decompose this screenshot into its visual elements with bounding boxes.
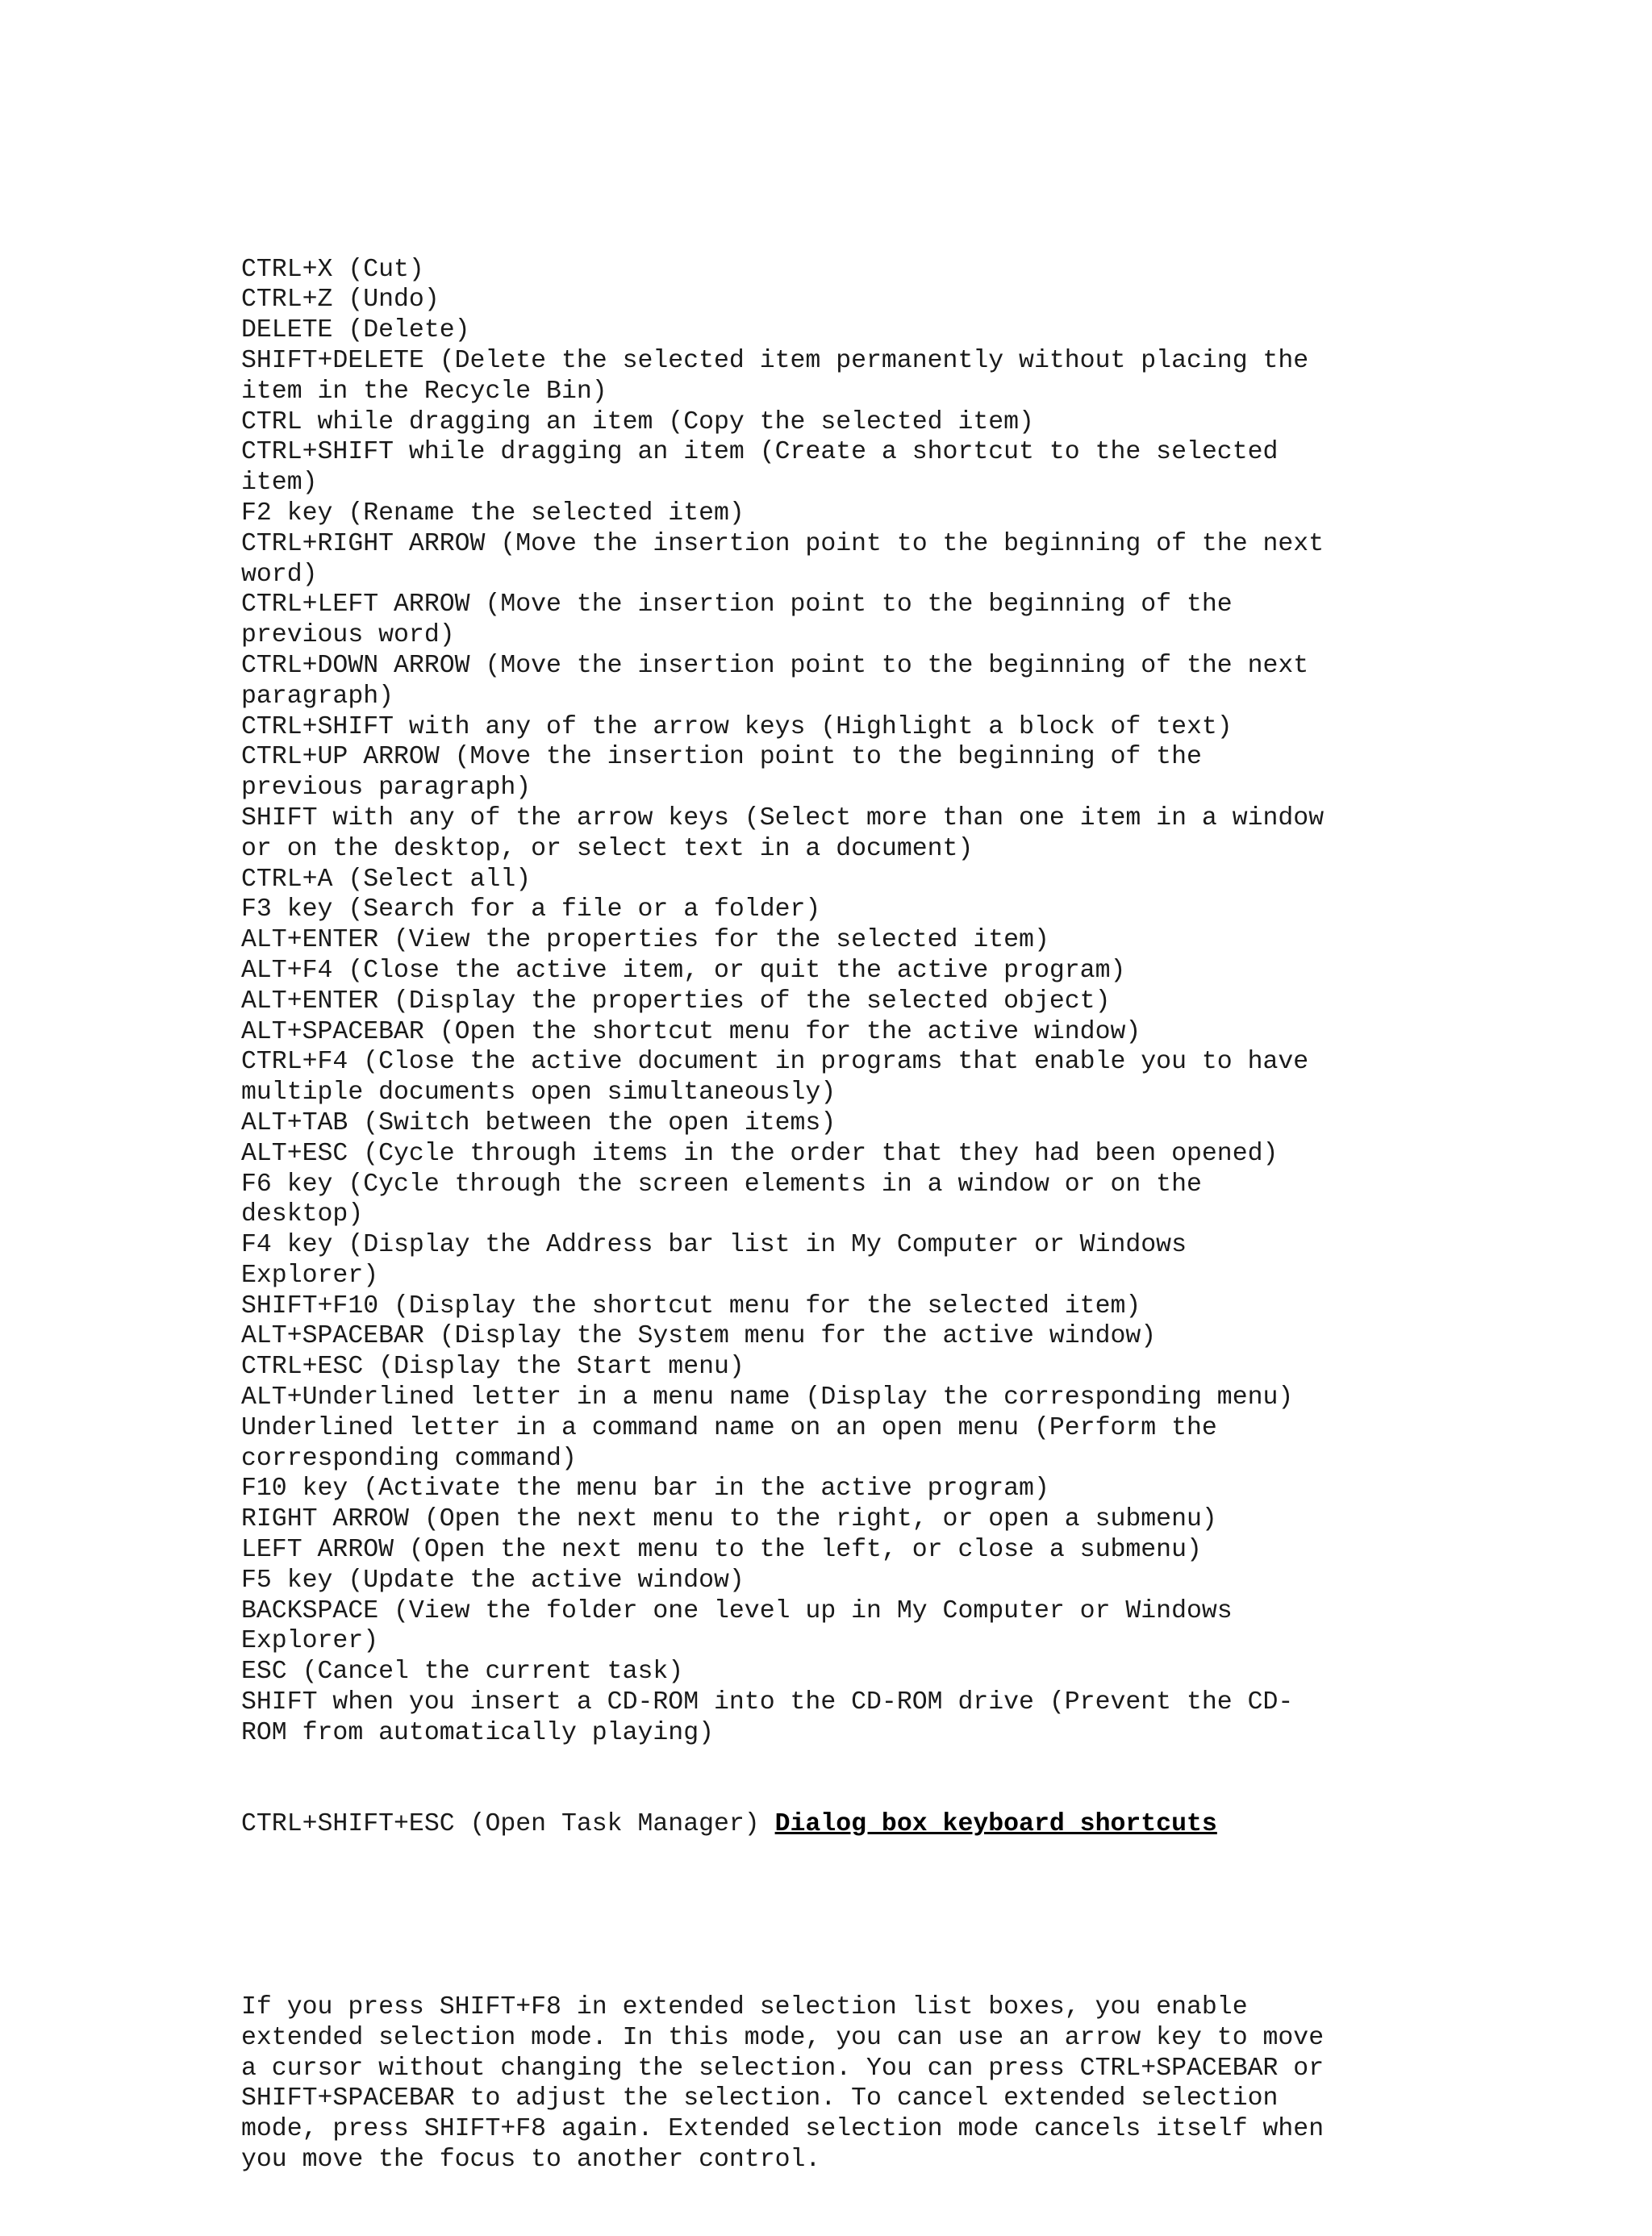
shortcut-line: SHIFT+DELETE (Delete the selected item permanently without placing the: [241, 346, 1309, 375]
shortcut-line: F2 key (Rename the selected item): [241, 499, 745, 528]
paragraph-line: mode, press SHIFT+F8 again. Extended selection mode cancels itself when: [241, 2115, 1325, 2144]
shortcut-line: corresponding command): [241, 1444, 577, 1473]
shortcut-line: Underlined letter in a command name on an open menu (Perform the: [241, 1413, 1217, 1442]
shortcut-line: F10 key (Activate the menu bar in the active program): [241, 1475, 1049, 1504]
shortcut-line: RIGHT ARROW (Open the next menu to the right, or open a submenu): [241, 1505, 1217, 1534]
shortcut-line: CTRL+X (Cut): [241, 255, 424, 284]
shortcut-line: previous word): [241, 621, 455, 650]
shortcut-line: ALT+Underlined letter in a menu name (Display the corresponding menu): [241, 1383, 1294, 1412]
shortcut-list: [241, 255, 1419, 1749]
shortcut-line: CTRL+Z (Undo): [241, 286, 440, 315]
shortcut-line: CTRL+SHIFT while dragging an item (Create a shortcut to the selected: [241, 438, 1279, 467]
shortcut-line: ESC (Cancel the current task): [241, 1658, 684, 1687]
shortcut-line: F3 key (Search for a file or a folder): [241, 895, 821, 924]
shortcut-line: paragraph): [241, 682, 394, 711]
shortcut-line: ROM from automatically playing): [241, 1718, 714, 1747]
paragraph-line: SHIFT+SPACEBAR to adjust the selection. To cancel extended selection: [241, 2084, 1279, 2113]
shortcut-line: desktop): [241, 1200, 364, 1229]
shortcut-line: ALT+SPACEBAR (Display the System menu for the active window): [241, 1322, 1157, 1351]
shortcut-line: Explorer): [241, 1261, 379, 1290]
shortcut-line: DELETE (Delete): [241, 316, 470, 345]
shortcut-line: CTRL while dragging an item (Copy the selected item): [241, 407, 1034, 436]
shortcut-line: CTRL+DOWN ARROW (Move the insertion point to the beginning of the next: [241, 651, 1309, 680]
shortcut-line: ALT+SPACEBAR (Open the shortcut menu for the active window): [241, 1017, 1141, 1046]
paragraph-spacer: [241, 1901, 1419, 1932]
shortcut-line: ALT+F4 (Close the active item, or quit the active program): [241, 956, 1126, 985]
shortcut-line: CTRL+LEFT ARROW (Move the insertion point to the beginning of the: [241, 590, 1233, 619]
shortcut-line: item in the Recycle Bin): [241, 377, 607, 406]
shortcut-line: Explorer): [241, 1627, 379, 1656]
paragraph-line: extended selection mode. In this mode, you can use an arrow key to move: [241, 2023, 1325, 2052]
paragraph-line: a cursor without changing the selection. You can press CTRL+SPACEBAR or: [241, 2054, 1325, 2083]
shortcut-line: SHIFT with any of the arrow keys (Select more than one item in a window: [241, 803, 1325, 832]
shortcut-line: ALT+ENTER (View the properties for the selected item): [241, 926, 1049, 955]
paragraph-line: you move the focus to another control.: [241, 2146, 821, 2174]
shortcut-line: SHIFT+F10 (Display the shortcut menu for the selected item): [241, 1291, 1141, 1320]
shortcut-line: previous paragraph): [241, 774, 532, 803]
shortcut-line: word): [241, 560, 318, 589]
shortcut-line: CTRL+RIGHT ARROW (Move the insertion point to the beginning of the next: [241, 529, 1325, 558]
shortcut-line: ALT+TAB (Switch between the open items): [241, 1108, 836, 1137]
body-paragraph: [241, 1992, 1419, 2176]
shortcut-line: CTRL+A (Select all): [241, 865, 532, 894]
shortcut-line: ALT+ESC (Cycle through items in the order that they had been opened): [241, 1139, 1279, 1168]
shortcut-line: BACKSPACE (View the folder one level up in My Computer or Windows: [241, 1596, 1233, 1625]
shortcut-line: SHIFT when you insert a CD-ROM into the CD-ROM drive (Prevent the CD-: [241, 1688, 1294, 1717]
shortcut-line: F6 key (Cycle through the screen elements in a window or on the: [241, 1170, 1202, 1199]
shortcut-line: CTRL+UP ARROW (Move the insertion point to the beginning of the: [241, 743, 1202, 772]
shortcut-line: multiple documents open simultaneously): [241, 1078, 836, 1108]
section-heading: Dialog box keyboard shortcuts: [774, 1810, 1217, 1839]
shortcut-line: CTRL+ESC (Display the Start menu): [241, 1353, 745, 1382]
shortcut-line-with-heading: [241, 1809, 1419, 1840]
shortcut-line: ALT+ENTER (Display the properties of the selected object): [241, 987, 1111, 1016]
document-body: [241, 194, 1419, 2236]
shortcut-line: F5 key (Update the active window): [241, 1566, 745, 1595]
shortcut-line: F4 key (Display the Address bar list in My Computer or Windows: [241, 1231, 1187, 1260]
shortcut-line: CTRL+SHIFT+ESC (Open Task Manager): [241, 1810, 775, 1839]
paragraph-line: If you press SHIFT+F8 in extended selection list boxes, you enable: [241, 1993, 1248, 2022]
shortcut-line: LEFT ARROW (Open the next menu to the left, or close a submenu): [241, 1536, 1202, 1565]
shortcut-line: or on the desktop, or select text in a document): [241, 834, 974, 863]
shortcut-line: item): [241, 469, 318, 498]
shortcut-line: CTRL+F4 (Close the active document in programs that enable you to have: [241, 1048, 1309, 1077]
shortcut-line: CTRL+SHIFT with any of the arrow keys (Highlight a block of text): [241, 712, 1233, 741]
